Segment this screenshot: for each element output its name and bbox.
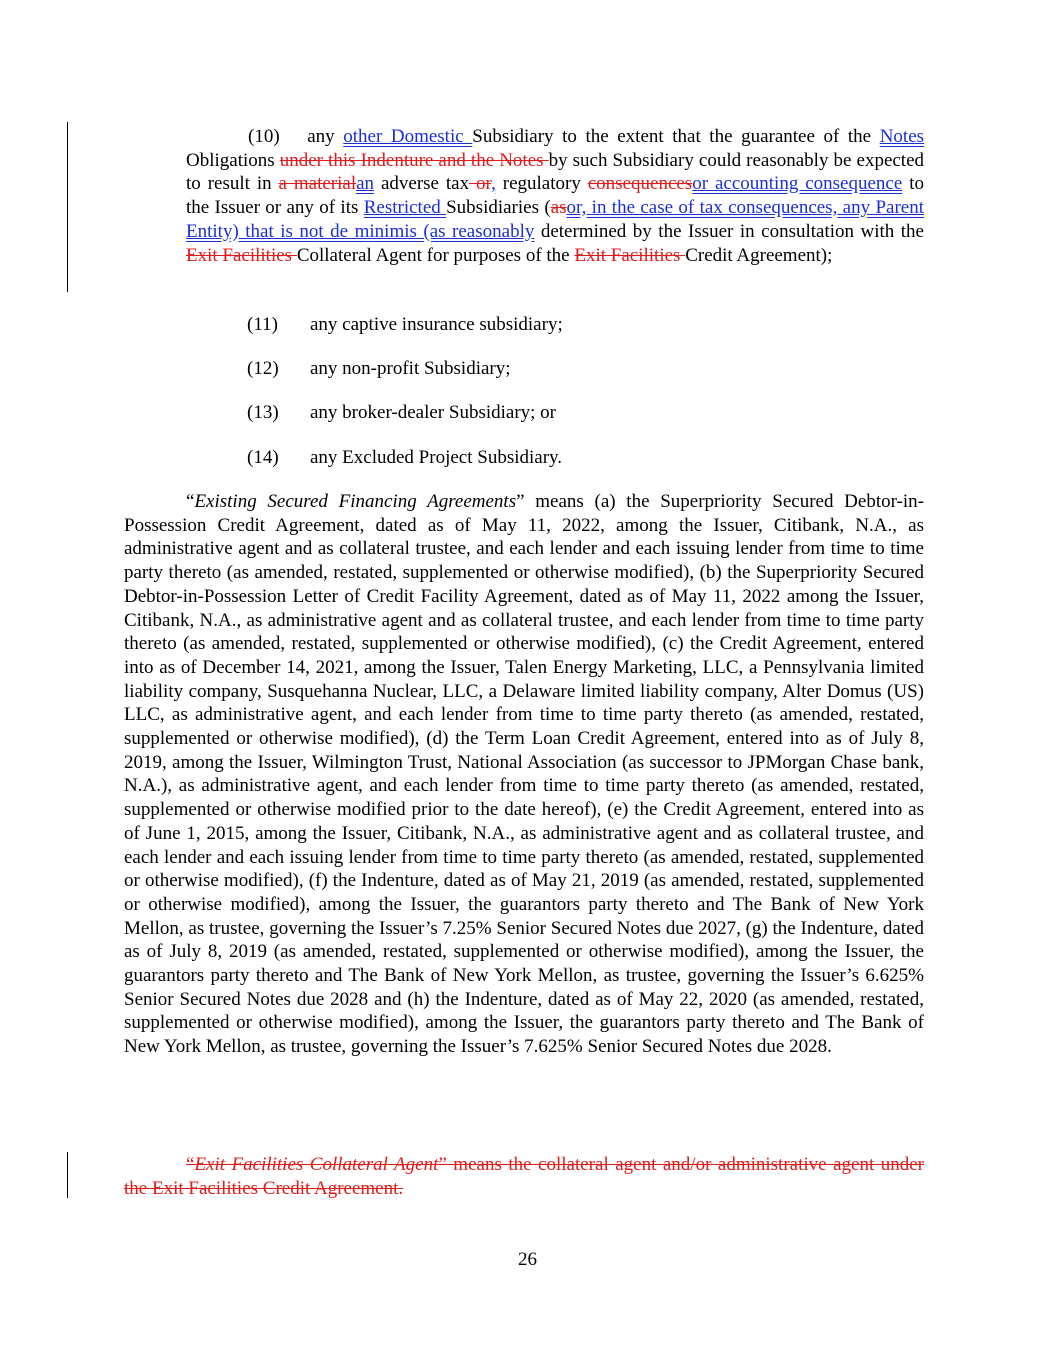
text-run: Subsidiary to the extent that the guarantee of the: [472, 126, 880, 147]
text-run: determined by the Issuer in consultation with the: [534, 220, 924, 242]
text-run: regulatory: [495, 173, 588, 195]
text-run: (10) any: [248, 126, 344, 147]
text-run: Collateral Agent for purposes of the: [296, 244, 575, 266]
list-number: (12): [247, 358, 279, 379]
inserted-text: other Domestic: [343, 126, 473, 147]
definition-existing-secured-financing-agreements: [124, 490, 924, 1059]
list-text: any non-profit Subsidiary;: [310, 358, 511, 379]
paragraph-item-10: [186, 125, 924, 267]
inserted-text: or, in the case of tax consequences, any Parent Entity) that is not de minimis (as reasonably: [186, 197, 924, 242]
text-run: Obligations: [186, 149, 280, 171]
deleted-text: a material: [278, 173, 357, 195]
text-run: Subsidiaries (: [446, 197, 551, 219]
deleted-text: Exit Facilities: [574, 244, 686, 266]
page-number: 26: [518, 1249, 537, 1270]
inserted-text: or accounting consequence: [692, 173, 903, 195]
list-item-14: [247, 446, 562, 470]
list-item-12: [247, 357, 511, 381]
list-item-13: [247, 401, 556, 425]
open-quote: “: [186, 491, 195, 512]
inserted-text: an: [356, 173, 375, 195]
list-number: (14): [247, 447, 279, 468]
inserted-text: ,: [491, 173, 496, 195]
inserted-text: Restricted: [363, 197, 447, 219]
deleted-text: as: [550, 197, 567, 219]
inserted-text: Notes: [879, 126, 925, 147]
deleted-text: under this Indenture and the Notes: [279, 149, 549, 171]
deleted-text: or: [469, 173, 492, 195]
text-run: Credit Agreement);: [685, 244, 833, 266]
definition-body: ” means (a) the Superpriority Secured Debtor-in-Possession Credit Agreement, dated as of May 11, 2022, among the Issuer, Citibank, N.A., as administrative agent and as collateral trustee, and each lender and each issuing lender from time to time party thereto (as amended, restated, supplemented or otherwise modified), (b) the Superpriority Secured Debtor-in-Possession Letter of Credit Facility Agreement, dated as of May 11, 2022 among the Issuer, Citibank, N.A., as administrative agent and as collateral trustee, and each lender from time to time party thereto (as amended, restated, supplemented or otherwise modified), (c) the Credit Agreement, entered into as of December 14, 2021, among the Issuer, Talen Energy Marketing, LLC, a Pennsylvania limited liability company, Susquehanna Nuclear, LLC, a Delaware limited liability company, Alter Domus (US) LLC, as administrative agent, and each lender from time to time party thereto (as amended, restated, supplemented or otherwise modified), (d) the Term Loan Credit Agreement, entered into as of July 8, 2019, among the Issuer, Wilmington Trust, National Association (as successor to JPMorgan Chase bank, N.A.), as administrative agent, and each lender from time to time party thereto (as amended, restated, supplemented or otherwise modified prior to the date hereof), (e) the Credit Agreement, entered into as of June 1, 2015, among the Issuer, Citibank, N.A., as administrative agent and as collateral trustee, and each lender and each issuing lender from time to time party thereto (as amended, restated, supplemented or otherwise modified), (f) the Indenture, dated as of May 21, 2019 (as amended, restated, supplemented or otherwise modified), among the Issuer, the guarantors party thereto and The Bank of New York Mellon, as trustee, governing the Issuer’s 7.25% Senior Secured Notes due 2027, (g) the Indenture, dated as of July 8, 2019 (as amended, restated, supplemented or otherwise modified), among the Issuer, the guarantors party thereto and The Bank of New York Mellon, as trustee, governing the Issuer’s 6.625% Senior Secured Notes due 2028 and (h) the Indenture, dated as of May 22, 2020 (as amended, restated, supplemented or otherwise modified), among the Issuer, the guarantors party thereto and The Bank of New York Mellon, as trustee, governing the Issuer’s 7.625% Senior Secured Notes due 2028.: [124, 491, 924, 1058]
list-item-11: [247, 313, 563, 337]
definition-exit-facilities-collateral-agent: [124, 1153, 924, 1200]
change-bar: [67, 122, 68, 292]
open-quote: “: [186, 1154, 195, 1175]
list-text: any Excluded Project Subsidiary.: [310, 447, 563, 468]
change-bar: [67, 1152, 68, 1198]
defined-term: Exit Facilities Collateral Agent: [194, 1154, 439, 1175]
list-text: any captive insurance subsidiary;: [310, 314, 563, 335]
list-text: any broker-dealer Subsidiary; or: [310, 402, 557, 423]
text-run: by such Subsidiary could reasonably be expected to result in: [186, 149, 925, 195]
deleted-text: Exit Facilities: [186, 244, 297, 266]
deleted-text: consequences: [587, 173, 693, 195]
list-number: (13): [247, 402, 279, 423]
text-run: adverse tax: [374, 173, 470, 195]
text-run: to the Issuer or any of its: [186, 173, 924, 219]
definition-body: ” means the collateral agent and/or administrative agent under the Exit Facilities Credit Agreement.: [124, 1154, 924, 1199]
defined-term: Existing Secured Financing Agreements: [194, 491, 517, 512]
list-number: (11): [247, 314, 278, 335]
